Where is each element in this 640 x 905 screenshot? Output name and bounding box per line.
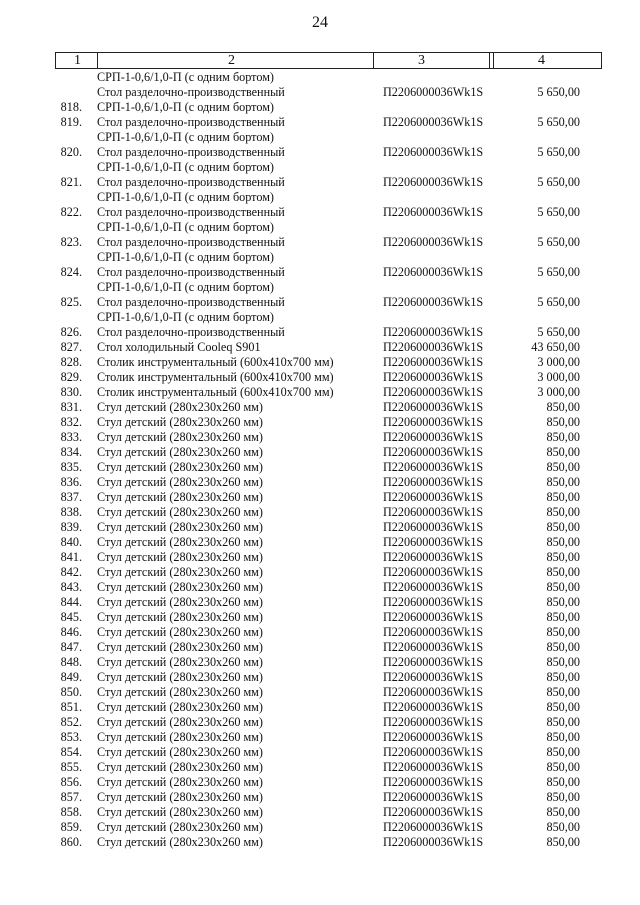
item-code: П2206000036Wk1S bbox=[383, 325, 484, 339]
item-price: 850,00 bbox=[546, 445, 580, 459]
item-number: 844. bbox=[60, 595, 82, 609]
item-name: Стул детский (280х230х260 мм) bbox=[97, 730, 263, 744]
item-price: 5 650,00 bbox=[537, 235, 580, 249]
item-name-line-2: СРП-1-0,6/1,0-П (с одним бортом) bbox=[97, 130, 274, 144]
table-row bbox=[0, 115, 640, 145]
item-code: П2206000036Wk1S bbox=[383, 685, 484, 699]
table-row bbox=[0, 340, 640, 355]
header-divider bbox=[489, 53, 490, 68]
item-number: 839. bbox=[60, 520, 82, 534]
item-name: Стул детский (280х230х260 мм) bbox=[97, 520, 263, 534]
item-number: 825. bbox=[60, 295, 82, 309]
item-name: Стул детский (280х230х260 мм) bbox=[97, 685, 263, 699]
item-code: П2206000036Wk1S bbox=[383, 460, 484, 474]
item-name: Стол холодильный Cooleq S901 bbox=[97, 340, 261, 354]
table-row bbox=[0, 430, 640, 445]
item-price: 850,00 bbox=[546, 415, 580, 429]
item-price: 5 650,00 bbox=[537, 175, 580, 189]
item-name-line-2: СРП-1-0,6/1,0-П (с одним бортом) bbox=[97, 280, 274, 294]
item-number: 848. bbox=[60, 655, 82, 669]
item-price: 850,00 bbox=[546, 820, 580, 834]
item-name: Стул детский (280х230х260 мм) bbox=[97, 550, 263, 564]
item-price: 5 650,00 bbox=[537, 145, 580, 159]
item-name: Стул детский (280х230х260 мм) bbox=[97, 760, 263, 774]
header-divider bbox=[493, 53, 494, 68]
item-number: 820. bbox=[60, 145, 82, 159]
item-code: П2206000036Wk1S bbox=[383, 715, 484, 729]
table-row bbox=[0, 85, 640, 115]
item-name: Стул детский (280х230х260 мм) bbox=[97, 835, 263, 849]
item-number: 827. bbox=[60, 340, 82, 354]
item-number: 824. bbox=[60, 265, 82, 279]
item-number: 857. bbox=[60, 790, 82, 804]
item-name-line-2: СРП-1-0,6/1,0-П (с одним бортом) bbox=[97, 220, 274, 234]
item-code: П2206000036Wk1S bbox=[383, 550, 484, 564]
item-name: Стул детский (280х230х260 мм) bbox=[97, 745, 263, 759]
item-price: 850,00 bbox=[546, 520, 580, 534]
item-code: П2206000036Wk1S bbox=[383, 700, 484, 714]
table-header bbox=[55, 52, 602, 69]
item-name: Стул детский (280х230х260 мм) bbox=[97, 415, 263, 429]
item-price: 850,00 bbox=[546, 625, 580, 639]
item-number: 828. bbox=[60, 355, 82, 369]
item-name: Стул детский (280х230х260 мм) bbox=[97, 430, 263, 444]
item-price: 850,00 bbox=[546, 640, 580, 654]
item-code: П2206000036Wk1S bbox=[383, 670, 484, 684]
table-row bbox=[0, 670, 640, 685]
item-code: П2206000036Wk1S bbox=[383, 610, 484, 624]
table-row bbox=[0, 235, 640, 265]
item-code: П2206000036Wk1S bbox=[383, 790, 484, 804]
item-name-line-1: Стол разделочно-производственный bbox=[97, 205, 285, 219]
item-price: 3 000,00 bbox=[537, 370, 580, 384]
item-name: Стул детский (280х230х260 мм) bbox=[97, 505, 263, 519]
item-price: 5 650,00 bbox=[537, 265, 580, 279]
item-price: 43 650,00 bbox=[531, 340, 580, 354]
item-code: П2206000036Wk1S bbox=[383, 145, 484, 159]
item-name: Стул детский (280х230х260 мм) bbox=[97, 790, 263, 804]
item-number: 821. bbox=[60, 175, 82, 189]
table-row bbox=[0, 175, 640, 205]
item-name: Стул детский (280х230х260 мм) bbox=[97, 490, 263, 504]
item-code: П2206000036Wk1S bbox=[383, 295, 484, 309]
item-name: Стул детский (280х230х260 мм) bbox=[97, 580, 263, 594]
header-divider bbox=[373, 53, 374, 68]
table-row bbox=[0, 535, 640, 550]
item-number: 842. bbox=[60, 565, 82, 579]
item-name: Стул детский (280х230х260 мм) bbox=[97, 610, 263, 624]
item-code: П2206000036Wk1S bbox=[383, 85, 484, 99]
item-price: 850,00 bbox=[546, 610, 580, 624]
table-row bbox=[0, 760, 640, 775]
item-price: 850,00 bbox=[546, 655, 580, 669]
table-row bbox=[0, 580, 640, 595]
item-name: Столик инструментальный (600х410х700 мм) bbox=[97, 385, 334, 399]
item-code: П2206000036Wk1S bbox=[383, 655, 484, 669]
item-price: 5 650,00 bbox=[537, 115, 580, 129]
item-price: 3 000,00 bbox=[537, 355, 580, 369]
item-code: П2206000036Wk1S bbox=[383, 775, 484, 789]
item-price: 850,00 bbox=[546, 805, 580, 819]
item-number: 852. bbox=[60, 715, 82, 729]
table-row bbox=[0, 505, 640, 520]
item-number: 836. bbox=[60, 475, 82, 489]
item-price: 5 650,00 bbox=[537, 205, 580, 219]
item-code: П2206000036Wk1S bbox=[383, 370, 484, 384]
item-number: 855. bbox=[60, 760, 82, 774]
item-name: Стул детский (280х230х260 мм) bbox=[97, 670, 263, 684]
item-price: 850,00 bbox=[546, 400, 580, 414]
item-code: П2206000036Wk1S bbox=[383, 805, 484, 819]
item-name: Столик инструментальный (600х410х700 мм) bbox=[97, 370, 334, 384]
item-price: 850,00 bbox=[546, 550, 580, 564]
item-price: 850,00 bbox=[546, 595, 580, 609]
item-price: 850,00 bbox=[546, 760, 580, 774]
item-code: П2206000036Wk1S bbox=[383, 415, 484, 429]
table-row bbox=[0, 325, 640, 340]
item-code: П2206000036Wk1S bbox=[383, 535, 484, 549]
item-name-line-2: СРП-1-0,6/1,0-П (с одним бортом) bbox=[97, 160, 274, 174]
header-col-4: 4 bbox=[538, 53, 545, 68]
item-code: П2206000036Wk1S bbox=[383, 265, 484, 279]
item-number: 826. bbox=[60, 325, 82, 339]
table-row bbox=[0, 805, 640, 820]
item-code: П2206000036Wk1S bbox=[383, 820, 484, 834]
item-code: П2206000036Wk1S bbox=[383, 445, 484, 459]
item-number: 838. bbox=[60, 505, 82, 519]
table-row bbox=[0, 355, 640, 370]
item-price: 850,00 bbox=[546, 685, 580, 699]
table-row bbox=[0, 385, 640, 400]
header-divider bbox=[97, 53, 98, 68]
item-price: 850,00 bbox=[546, 715, 580, 729]
item-code: П2206000036Wk1S bbox=[383, 730, 484, 744]
table-row bbox=[0, 205, 640, 235]
item-number: 859. bbox=[60, 820, 82, 834]
item-number: 854. bbox=[60, 745, 82, 759]
table-row bbox=[0, 265, 640, 295]
item-name-line-1: Стол разделочно-производственный bbox=[97, 145, 285, 159]
item-code: П2206000036Wk1S bbox=[383, 760, 484, 774]
item-name: Стул детский (280х230х260 мм) bbox=[97, 775, 263, 789]
table-row bbox=[0, 415, 640, 430]
item-code: П2206000036Wk1S bbox=[383, 595, 484, 609]
item-name: Стул детский (280х230х260 мм) bbox=[97, 700, 263, 714]
item-code: П2206000036Wk1S bbox=[383, 640, 484, 654]
item-price: 850,00 bbox=[546, 775, 580, 789]
item-code: П2206000036Wk1S bbox=[383, 835, 484, 849]
item-name: Столик инструментальный (600х410х700 мм) bbox=[97, 355, 334, 369]
item-name-line-1: Стол разделочно-производственный bbox=[97, 85, 285, 99]
table-row bbox=[0, 715, 640, 730]
table-row bbox=[0, 775, 640, 790]
item-number: 849. bbox=[60, 670, 82, 684]
table-row bbox=[0, 145, 640, 175]
item-number: 847. bbox=[60, 640, 82, 654]
item-price: 850,00 bbox=[546, 505, 580, 519]
table-row bbox=[0, 655, 640, 670]
item-price: 5 650,00 bbox=[537, 325, 580, 339]
table-row bbox=[0, 835, 640, 850]
item-code: П2206000036Wk1S bbox=[383, 475, 484, 489]
table-row bbox=[0, 475, 640, 490]
item-number: 832. bbox=[60, 415, 82, 429]
item-name: Стул детский (280х230х260 мм) bbox=[97, 820, 263, 834]
item-code: П2206000036Wk1S bbox=[383, 175, 484, 189]
item-number: 822. bbox=[60, 205, 82, 219]
table-row bbox=[0, 610, 640, 625]
item-code: П2206000036Wk1S bbox=[383, 490, 484, 504]
item-name: Стул детский (280х230х260 мм) bbox=[97, 655, 263, 669]
item-price: 850,00 bbox=[546, 835, 580, 849]
table-row bbox=[0, 490, 640, 505]
item-code: П2206000036Wk1S bbox=[383, 355, 484, 369]
header-col-2: 2 bbox=[228, 53, 235, 68]
item-name-line-1: Стол разделочно-производственный bbox=[97, 265, 285, 279]
item-name-line-2: СРП-1-0,6/1,0-П (с одним бортом) bbox=[97, 250, 274, 264]
item-code: П2206000036Wk1S bbox=[383, 565, 484, 579]
item-number: 819. bbox=[60, 115, 82, 129]
item-name: Стул детский (280х230х260 мм) bbox=[97, 400, 263, 414]
table-body bbox=[0, 70, 640, 850]
item-name: Стул детский (280х230х260 мм) bbox=[97, 565, 263, 579]
item-name: Стул детский (280х230х260 мм) bbox=[97, 460, 263, 474]
item-name: Стул детский (280х230х260 мм) bbox=[97, 805, 263, 819]
table-row bbox=[0, 460, 640, 475]
item-code: П2206000036Wk1S bbox=[383, 625, 484, 639]
item-number: 845. bbox=[60, 610, 82, 624]
table-row bbox=[0, 730, 640, 745]
item-price: 850,00 bbox=[546, 745, 580, 759]
item-code: П2206000036Wk1S bbox=[383, 505, 484, 519]
item-price: 850,00 bbox=[546, 580, 580, 594]
table-row bbox=[0, 790, 640, 805]
table-row bbox=[0, 595, 640, 610]
item-name-continued: СРП-1-0,6/1,0-П (с одним бортом) bbox=[97, 70, 274, 84]
item-code: П2206000036Wk1S bbox=[383, 400, 484, 414]
item-number: 858. bbox=[60, 805, 82, 819]
item-number: 840. bbox=[60, 535, 82, 549]
item-name: Стул детский (280х230х260 мм) bbox=[97, 640, 263, 654]
header-col-1: 1 bbox=[74, 53, 81, 68]
item-name: Стул детский (280х230х260 мм) bbox=[97, 475, 263, 489]
item-price: 850,00 bbox=[546, 490, 580, 504]
item-number: 851. bbox=[60, 700, 82, 714]
table-row bbox=[0, 685, 640, 700]
item-name-line-2: СРП-1-0,6/1,0-П (с одним бортом) bbox=[97, 100, 274, 114]
item-number: 834. bbox=[60, 445, 82, 459]
table-row bbox=[0, 625, 640, 640]
item-name-line-2: СРП-1-0,6/1,0-П (с одним бортом) bbox=[97, 190, 274, 204]
page-number: 24 bbox=[312, 14, 328, 31]
item-price: 850,00 bbox=[546, 475, 580, 489]
item-name-line-1: Стол разделочно-производственный bbox=[97, 175, 285, 189]
item-name-line-2: СРП-1-0,6/1,0-П (с одним бортом) bbox=[97, 310, 274, 324]
item-number: 837. bbox=[60, 490, 82, 504]
item-number: 843. bbox=[60, 580, 82, 594]
item-price: 5 650,00 bbox=[537, 295, 580, 309]
table-row bbox=[0, 745, 640, 760]
item-price: 850,00 bbox=[546, 790, 580, 804]
table-row bbox=[0, 700, 640, 715]
item-number: 846. bbox=[60, 625, 82, 639]
item-price: 3 000,00 bbox=[537, 385, 580, 399]
item-code: П2206000036Wk1S bbox=[383, 520, 484, 534]
item-price: 850,00 bbox=[546, 700, 580, 714]
item-name-line-1: Стол разделочно-производственный bbox=[97, 295, 285, 309]
item-name: Стул детский (280х230х260 мм) bbox=[97, 445, 263, 459]
item-price: 850,00 bbox=[546, 535, 580, 549]
item-price: 5 650,00 bbox=[537, 85, 580, 99]
item-number: 830. bbox=[60, 385, 82, 399]
header-col-3: 3 bbox=[418, 53, 425, 68]
item-code: П2206000036Wk1S bbox=[383, 385, 484, 399]
item-name: Стул детский (280х230х260 мм) bbox=[97, 625, 263, 639]
table-row bbox=[0, 520, 640, 535]
item-price: 850,00 bbox=[546, 670, 580, 684]
item-name-line-1: Стол разделочно-производственный bbox=[97, 235, 285, 249]
table-row bbox=[0, 820, 640, 835]
table-row bbox=[0, 565, 640, 580]
item-price: 850,00 bbox=[546, 460, 580, 474]
table-row bbox=[0, 550, 640, 565]
table-row bbox=[0, 70, 640, 85]
table-row bbox=[0, 295, 640, 325]
table-row bbox=[0, 370, 640, 385]
item-number: 831. bbox=[60, 400, 82, 414]
item-code: П2206000036Wk1S bbox=[383, 580, 484, 594]
item-number: 841. bbox=[60, 550, 82, 564]
item-name: Стул детский (280х230х260 мм) bbox=[97, 535, 263, 549]
table-row bbox=[0, 445, 640, 460]
item-code: П2206000036Wk1S bbox=[383, 205, 484, 219]
item-number: 823. bbox=[60, 235, 82, 249]
item-price: 850,00 bbox=[546, 565, 580, 579]
item-code: П2206000036Wk1S bbox=[383, 115, 484, 129]
item-price: 850,00 bbox=[546, 430, 580, 444]
table-row bbox=[0, 640, 640, 655]
item-number: 829. bbox=[60, 370, 82, 384]
single-line-rows bbox=[0, 340, 640, 850]
item-number: 860. bbox=[60, 835, 82, 849]
item-name: Стул детский (280х230х260 мм) bbox=[97, 595, 263, 609]
item-name: Стол разделочно-производственный bbox=[97, 325, 285, 339]
item-number: 835. bbox=[60, 460, 82, 474]
item-code: П2206000036Wk1S bbox=[383, 340, 484, 354]
item-number: 818. bbox=[60, 100, 82, 114]
item-number: 850. bbox=[60, 685, 82, 699]
item-name-line-1: Стол разделочно-производственный bbox=[97, 115, 285, 129]
item-number: 856. bbox=[60, 775, 82, 789]
item-price: 850,00 bbox=[546, 730, 580, 744]
item-code: П2206000036Wk1S bbox=[383, 745, 484, 759]
item-code: П2206000036Wk1S bbox=[383, 235, 484, 249]
item-name: Стул детский (280х230х260 мм) bbox=[97, 715, 263, 729]
item-number: 833. bbox=[60, 430, 82, 444]
table-row bbox=[0, 400, 640, 415]
item-number: 853. bbox=[60, 730, 82, 744]
item-code: П2206000036Wk1S bbox=[383, 430, 484, 444]
